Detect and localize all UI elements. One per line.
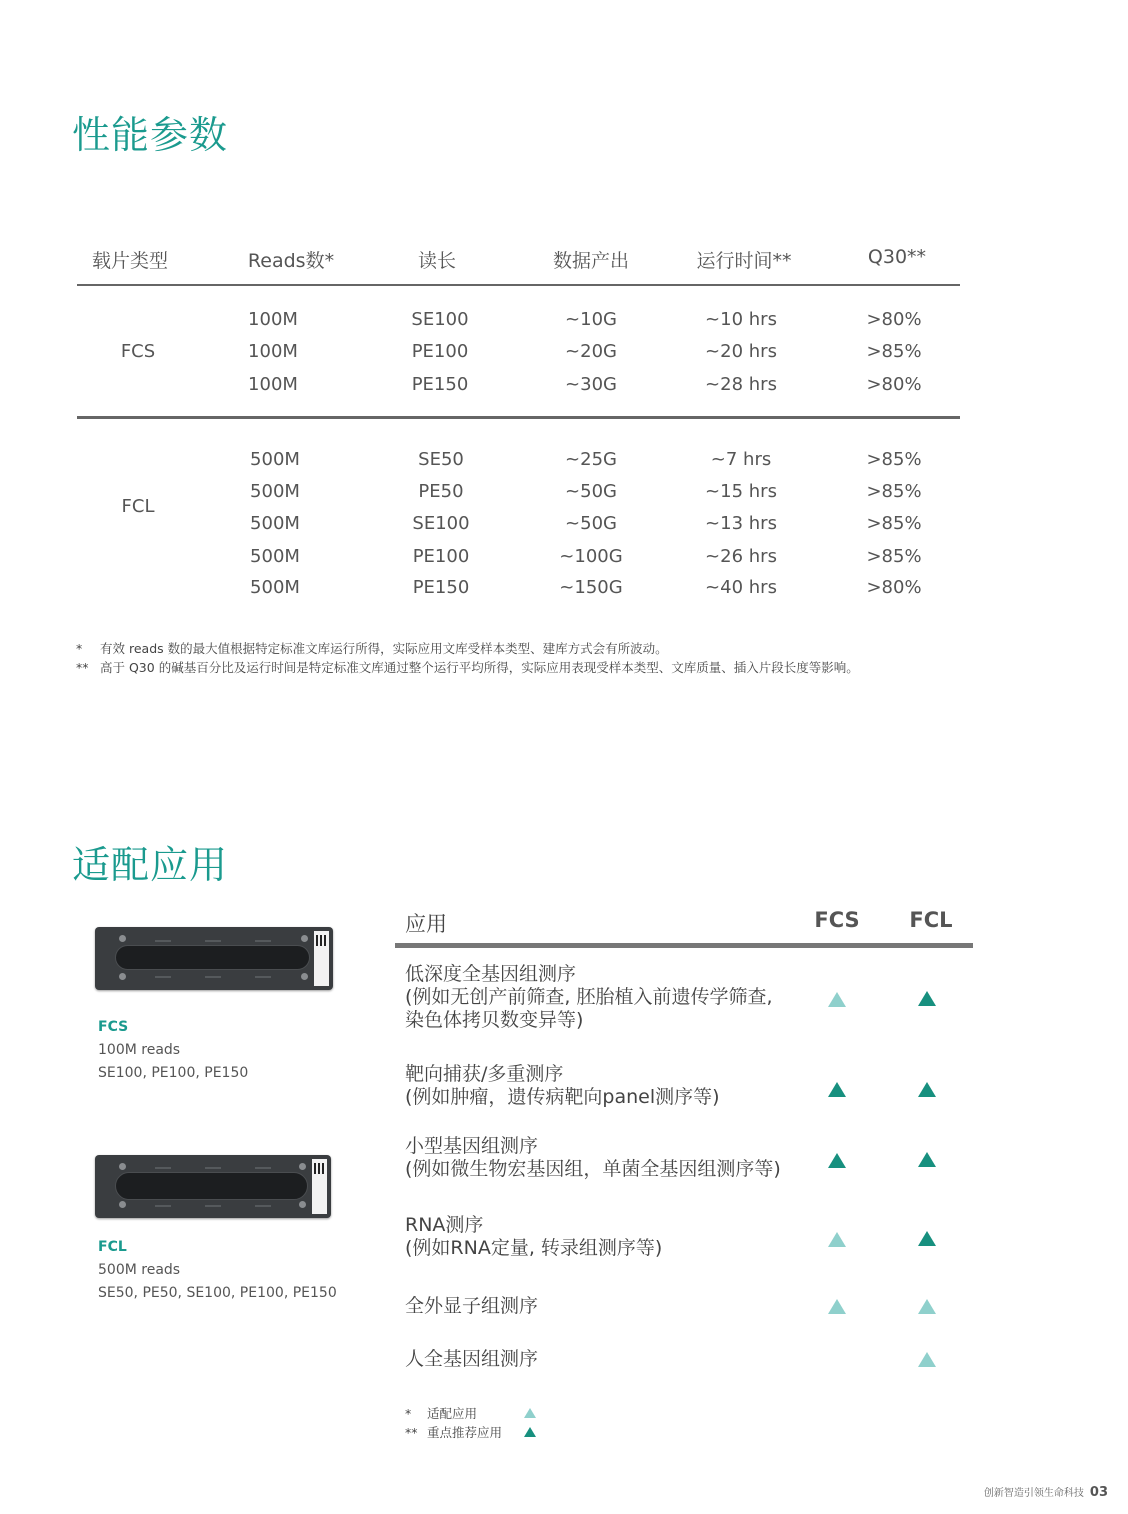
application-row (405, 1135, 965, 1181)
performance-notes (76, 639, 859, 677)
applicable-triangle-icon (918, 1352, 936, 1367)
footnote-mark: ** (76, 660, 89, 675)
read-length-cell: PE150 (412, 577, 470, 598)
fcs-modes: SE100, PE100, PE150 (98, 1065, 249, 1081)
run-time-cell: ~26 hrs (705, 546, 777, 567)
footnote-text: 高于 Q30 的碱基百分比及运行时间是特定标准文库通过整个运行平均所得，实际应用表现受样本类型、文库质量、插入片段长度等影响。 (100, 660, 859, 675)
recommended-triangle-icon (918, 1152, 936, 1167)
table-row (77, 374, 960, 398)
footer-tagline: 创新智造引领生命科技 (983, 1488, 1084, 1499)
legend-item (405, 1404, 502, 1423)
application-row (405, 1348, 965, 1371)
page-number: 03 (1089, 1485, 1108, 1500)
header-reads: Reads数* (247, 250, 335, 272)
application-row (405, 1295, 965, 1318)
application-text: 人全基因组测序 (405, 1348, 539, 1370)
fcs-reads: 100M reads (98, 1042, 181, 1058)
application-text: 靶向捕获/多重测序 (例如肿瘤，遗传病靶向panel测序等) (405, 1063, 720, 1108)
applications-table-header (395, 898, 973, 948)
footnote-text: 有效 reads 数的最大值根据特定标准文库运行所得，实际应用文库受样本类型、建库方式会有所波动。 (100, 641, 668, 656)
applicable-triangle-icon (918, 1299, 936, 1314)
fcs-name: FCS (98, 1019, 129, 1035)
q30-cell: >80% (866, 309, 922, 330)
q30-cell: >85% (866, 449, 922, 470)
application-text: RNA测序 (例如RNA定量, 转录组测序等) (405, 1214, 663, 1259)
footnote (76, 639, 859, 658)
recommended-triangle-icon (828, 1153, 846, 1168)
data-output-cell: ~10G (565, 309, 617, 330)
application-row (405, 963, 965, 1032)
recommended-triangle-icon (524, 1427, 536, 1437)
data-output-cell: ~100G (559, 546, 623, 567)
header-fcl: FCL (909, 908, 953, 932)
slide-type-cell: FCL (121, 496, 155, 517)
run-time-cell: ~7 hrs (710, 449, 772, 470)
read-length-cell: SE100 (412, 513, 470, 534)
performance-table-header (77, 236, 960, 286)
recommended-triangle-icon (828, 1082, 846, 1097)
q30-cell: >80% (866, 374, 922, 395)
fcl-flowcell-image (95, 1155, 331, 1218)
data-output-cell: ~150G (559, 577, 623, 598)
slide-type-cell: FCS (120, 341, 156, 362)
legend-item (405, 1423, 502, 1442)
read-length-cell: PE100 (411, 341, 469, 362)
reads-cell: 500M (250, 513, 300, 534)
performance-title: 性能参数 (72, 113, 229, 157)
reads-cell: 100M (248, 374, 298, 395)
read-length-cell: PE50 (418, 481, 464, 502)
data-output-cell: ~20G (565, 341, 617, 362)
run-time-cell: ~20 hrs (705, 341, 777, 362)
data-output-cell: ~50G (565, 481, 617, 502)
header-application: 应用 (405, 912, 447, 936)
applicable-triangle-icon (828, 992, 846, 1007)
legend-mark: ** (405, 1425, 418, 1440)
legend-mark: * (405, 1406, 412, 1421)
applicable-triangle-icon (828, 1299, 846, 1314)
data-output-cell: ~30G (565, 374, 617, 395)
header-fcs: FCS (814, 908, 860, 932)
table-row (77, 341, 960, 365)
reads-cell: 500M (250, 449, 300, 470)
read-length-cell: PE100 (412, 546, 470, 567)
table-group-fcs (77, 286, 960, 419)
q30-cell: >85% (866, 341, 922, 362)
applications-legend (405, 1404, 502, 1442)
application-text: 低深度全基因组测序 (例如无创产前筛查, 胚胎植入前遗传学筛查, 染色体拷贝数变异等) (405, 963, 773, 1031)
reads-cell: 500M (250, 577, 300, 598)
q30-cell: >85% (866, 546, 922, 567)
run-time-cell: ~10 hrs (705, 309, 777, 330)
application-row (405, 1063, 965, 1109)
q30-cell: >85% (866, 513, 922, 534)
data-output-cell: ~25G (565, 449, 617, 470)
application-text: 全外显子组测序 (405, 1295, 539, 1317)
table-row (77, 546, 960, 570)
fcl-name: FCL (98, 1239, 127, 1255)
footnote-mark: * (76, 641, 83, 656)
read-length-cell: SE100 (411, 309, 469, 330)
recommended-triangle-icon (918, 1231, 936, 1246)
reads-cell: 500M (250, 481, 300, 502)
reads-cell: 500M (250, 546, 300, 567)
applications-table (395, 898, 973, 948)
fcs-flowcell-image (95, 927, 333, 990)
performance-table (77, 236, 960, 619)
run-time-cell: ~28 hrs (705, 374, 777, 395)
fcl-modes: SE50, PE50, SE100, PE100, PE150 (98, 1285, 337, 1301)
application-row (405, 1214, 965, 1260)
reads-cell: 100M (248, 309, 298, 330)
header-run-time: 运行时间** (696, 250, 792, 272)
recommended-triangle-icon (918, 1082, 936, 1097)
table-group-fcl (77, 419, 960, 619)
run-time-cell: ~15 hrs (705, 481, 777, 502)
table-row (77, 309, 960, 333)
footnote (76, 658, 859, 677)
header-slide-type: 载片类型 (91, 250, 169, 272)
header-data-output: 数据产出 (552, 250, 630, 272)
header-read-length: 读长 (417, 250, 457, 272)
page-footer (984, 1484, 1108, 1500)
applications-title: 适配应用 (72, 843, 229, 887)
applicable-triangle-icon (524, 1408, 536, 1418)
header-q30: Q30** (867, 246, 927, 268)
table-row (77, 513, 960, 537)
data-output-cell: ~50G (565, 513, 617, 534)
table-row (77, 577, 960, 601)
q30-cell: >80% (866, 577, 922, 598)
reads-cell: 100M (248, 341, 298, 362)
legend-text: 适配应用 (427, 1406, 478, 1421)
q30-cell: >85% (866, 481, 922, 502)
run-time-cell: ~13 hrs (705, 513, 777, 534)
table-row (77, 481, 960, 505)
recommended-triangle-icon (918, 991, 936, 1006)
table-row (77, 449, 960, 473)
read-length-cell: SE50 (418, 449, 464, 470)
fcl-reads: 500M reads (98, 1262, 181, 1278)
read-length-cell: PE150 (411, 374, 469, 395)
applicable-triangle-icon (828, 1232, 846, 1247)
run-time-cell: ~40 hrs (705, 577, 777, 598)
legend-text: 重点推荐应用 (427, 1425, 503, 1440)
application-text: 小型基因组测序 (例如微生物宏基因组，单菌全基因组测序等) (405, 1135, 781, 1180)
